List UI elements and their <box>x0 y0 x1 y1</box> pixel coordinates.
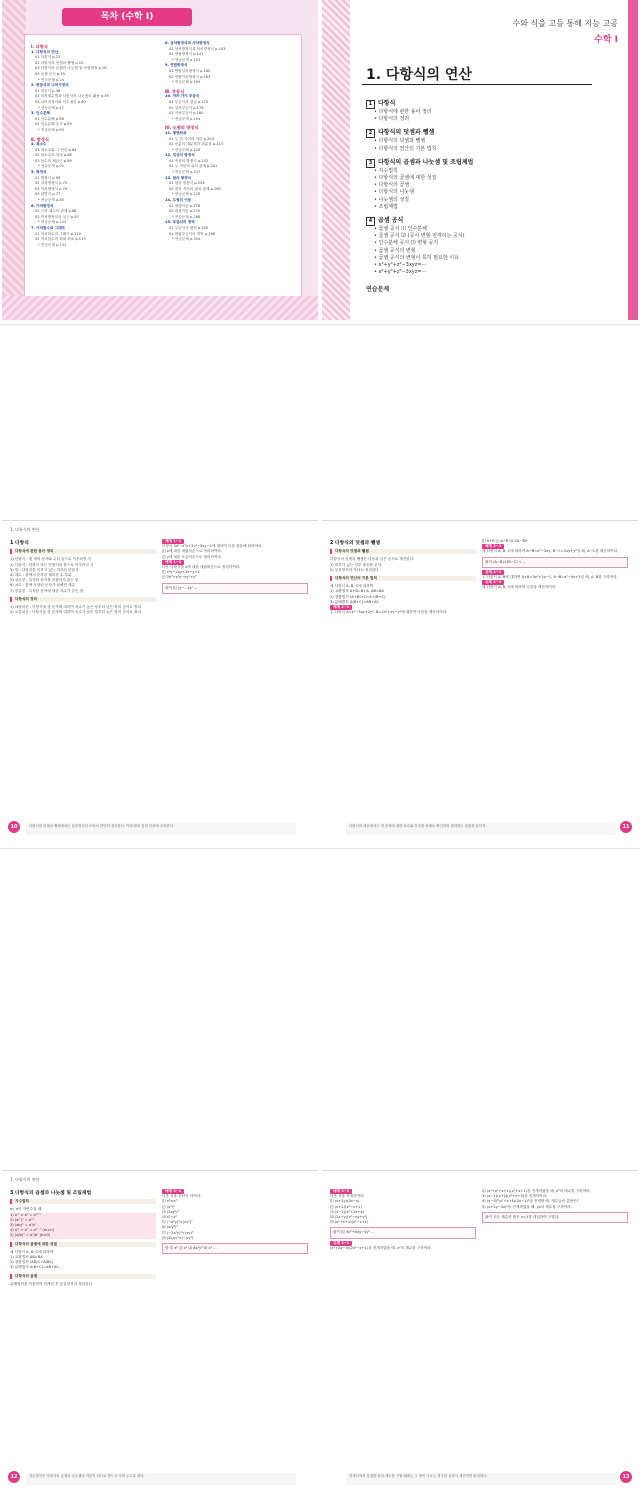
page-12-column-left <box>10 1189 156 1465</box>
solution-box: 답 ⑴ x⁵ ⑵ x⁶ ⑶ 8x³y⁶ ⑷ x³ ... <box>162 1243 308 1254</box>
toc-column-1 <box>31 41 163 248</box>
toc-entry-item: 02 이차방정식의 실근 p.97 <box>35 214 79 219</box>
toc-entry-sub: * 연습문제 p.276 <box>172 192 201 197</box>
body-text: 2) 결합법칙 (AB)C=A(BC) <box>10 1260 54 1265</box>
section-bullet: • 다항식의 연산의 기본 법칙 <box>374 145 437 152</box>
toc-entry-chap: 13. 원의 방정식 <box>165 175 192 180</box>
toc-entry-item: 01 삼차방정식과 사차방정식 p.143 <box>169 46 226 51</box>
toc-column-2 <box>165 41 297 243</box>
body-text: ⑻ (2x/y)²×(−xy³) <box>162 1235 194 1240</box>
solution-box: 풀이 ⑴ 3x²+5xy−2y² ... <box>330 1227 476 1238</box>
section-heading <box>366 100 606 109</box>
opener-top-text: 수와 식을 고등 통해 지능 고공 <box>512 19 618 28</box>
topic-bar: 다항식의 덧셈과 뺄셈 <box>330 549 476 554</box>
toc-entry-part: Ⅱ. 방정식 <box>31 136 49 142</box>
body-text: ⑸ (x²+x+1)(x²−x+1) <box>330 1220 369 1225</box>
page-13-column-right <box>482 1189 628 1465</box>
section-heading: 2 다항식의 덧셈과 뺄셈 <box>330 541 381 546</box>
section-title: 다항식의 덧셈과 뺄셈 <box>378 129 435 137</box>
page-12-column-right <box>162 1189 308 1465</box>
toc-entry-item: 02 복소수의 성질 p.88 <box>35 153 72 158</box>
page-number-13: 13 <box>620 1471 632 1483</box>
section-bullet: • 다항식의 덧셈과 뺄셈 <box>374 138 426 145</box>
toc-entry-item: 02 대칭이동 p.279 <box>169 209 201 214</box>
body-text: 7) 동류항 : 특정한 문자에 대한 차수가 같은 항 <box>10 588 84 593</box>
section-heading <box>366 217 606 226</box>
body-text: 3) 분배법칙 A(B+C)=AB+AC <box>330 599 379 604</box>
opener-subject: 수학 Ⅰ <box>594 35 618 45</box>
toc-entry-chap: 12. 직선의 방정식 <box>165 153 195 158</box>
toc-entry-item: 01 직선의 방정식 p.232 <box>169 158 209 163</box>
topic-bar: 다항식의 연산의 기본 법칙 <box>330 576 476 581</box>
page-13-column-left <box>330 1189 476 1465</box>
section-title: 곱셈 공식 <box>378 217 404 225</box>
section-heading: 3 다항식의 곱셈과 나눗셈 및 조립제법 <box>10 1191 92 1196</box>
section-bullet: • 다항식의 나눗셈 <box>374 189 414 196</box>
example-tag: 예제 2−2 <box>482 544 504 549</box>
section-number: 2 <box>366 129 375 138</box>
toc-entry-chap: 4. 복소수 <box>31 142 47 147</box>
toc-entry-item: 04 판별식 p.77 <box>35 192 61 197</box>
page-13-footnote: 전개식에서 특정한 항의 계수를 구할 때에는 그 항이 나오는 경우만 골라서 계산하면 편리하다. <box>346 1473 616 1485</box>
body-text: ⑷ x⁵÷x² <box>162 1215 177 1220</box>
toc-entry-part: Ⅳ. 도형의 방정식 <box>165 125 199 131</box>
section-title: 다항식 <box>378 100 396 107</box>
topic-bar: 다항식의 곱셈 <box>10 1274 156 1279</box>
section-bullet: • 지수법칙 <box>374 167 398 174</box>
example-tag: 예제 1−2 <box>162 560 184 565</box>
example-tag: 유제 3−1 <box>330 1241 352 1246</box>
toc-entry-sub: * 연습문제 p.194 <box>172 116 201 121</box>
toc-entry-item: 02 일차방정식 p.70 <box>35 181 68 186</box>
section-bullet: • x³+y³+z³−3xyz=⋯ <box>374 262 427 269</box>
body-text: 1) 교환법칙 AB=BA <box>10 1255 43 1260</box>
body-text: 1) 내림차순 : 다항식을 한 문자에 대하여 차수가 높은 항부터 낮은 항의 순서로 정리 <box>10 605 141 610</box>
section-bullet: • 인수분해 공식 ⑶ 변형 공식 <box>374 240 439 247</box>
page-13 <box>322 1170 638 1491</box>
toc-entry-sub: * 연습문제 p.47 <box>38 105 64 110</box>
formula-highlight: 3) (ab)ⁿ = aⁿbⁿ <box>10 1223 156 1228</box>
body-text: 다음 다항식을 x에 대한 내림차순으로 정리하여라. <box>162 565 241 570</box>
spread-pages-12-13 <box>0 1170 640 1490</box>
topic-bar: 다항식의 곱셈에 대한 성질 <box>10 1242 156 1247</box>
page-11-column-right <box>482 539 628 815</box>
chapter-opener-page <box>322 0 638 320</box>
body-text: 다음 식을 간단히 하여라. <box>162 1194 202 1199</box>
toc-entry-item: 02 인수분해 공식 p.59 <box>35 122 72 127</box>
body-text: 1) 괄호가 있는 경우 괄호를 푼다. <box>330 562 383 567</box>
chapter-title-rule <box>362 84 592 85</box>
body-text: 세 다항식 A, B, C에 대하여 <box>330 584 374 589</box>
section-bullet: • 곱셈 공식 ⑵ (공식 변형 전개하는 공식) <box>374 233 465 240</box>
section-number: 4 <box>366 217 375 226</box>
toc-entry-sub: * 연습문제 p.226 <box>172 147 201 152</box>
section-bullet: • x³+y³+z³−3xyz=⋯ <box>374 269 427 276</box>
body-text: ⑵ (x+1)(x²−x+1) <box>330 1204 362 1209</box>
running-head: 1. 다항식의 연산 <box>10 1177 40 1182</box>
toc-entry-item: 01 평행이동 p.278 <box>169 203 201 208</box>
formula-highlight: 1) aᵐ × aⁿ = aᵐ⁺ⁿ <box>10 1213 156 1218</box>
toc-entry-item: 03 다항식의 곱셈과 나눗셈 및 조립제법 p.18 <box>35 66 107 71</box>
toc-entry-sub: * 연습문제 p.153 <box>172 57 201 62</box>
body-text: 3) (x−1)(x+2)(x²+x+3)을 전개하여라. <box>482 1194 548 1199</box>
body-text: ⑵ 2x³+x²y−xy²+y³ <box>162 575 197 580</box>
example-tag: 유제 2−1 <box>482 570 504 575</box>
section-heading: 1 다항식 <box>10 541 29 546</box>
body-text: 2) 오름차순 : 다항식을 한 문자에 대하여 차수가 낮은 항부터 높은 항의 순서로 정리 <box>10 610 141 615</box>
body-text: 2) 동류항끼리 모아서 정리한다. <box>330 567 380 572</box>
body-text: ⑴ x²×x³ <box>162 1199 177 1204</box>
toc-entry-sub: * 연습문제 p.288 <box>172 214 201 219</box>
section-bullet: • 다항식의 곱셈 <box>374 182 410 189</box>
toc-entry-sub: * 연습문제 p.80 <box>38 198 64 203</box>
toc-page <box>2 0 318 320</box>
toc-entry-chap: 9. 연립방정식 <box>165 63 188 68</box>
formula-highlight: 5) (a/b)ⁿ = aⁿ/bⁿ (b≠0) <box>10 1233 156 1238</box>
toc-entry-item: 02 이차함수의 최대 최소 p.119 <box>35 237 86 242</box>
toc-entry-item: 03 이차부등식 p.180 <box>169 111 204 116</box>
body-text: 3) 항 : 다항식을 이루고 있는 각각의 단항식 <box>10 567 79 572</box>
toc-entry-chap: 14. 도형의 이동 <box>165 198 192 203</box>
example-tag: 예제 1−1 <box>162 539 184 544</box>
toc-entry-item: 01 방정식 p.99 <box>35 175 61 180</box>
toc-entry-item: 01 복소수와 그 연산 p.84 <box>35 147 77 152</box>
body-text: ⑷ (2x−y)(x²−xy+y²) <box>330 1215 368 1220</box>
page-11 <box>322 520 638 841</box>
spread-divider <box>0 324 640 325</box>
body-text: 다항식 3x²−x²y+2y³−5xy−2에 대하여 다음 물음에 답하여라. <box>162 544 263 549</box>
toc-entry-chap: 3. 인수분해 <box>31 111 51 116</box>
toc-entry-sub: * 연습문제 p.105 <box>38 220 67 225</box>
toc-entry-item: 02 다항식의 덧셈과 뺄셈 p.15 <box>35 60 84 65</box>
body-text: 다음 식을 전개하여라. <box>330 1194 365 1199</box>
body-text: 다항식의 덧셈과 뺄셈은 다음과 같은 순서로 계산한다. <box>330 557 415 562</box>
running-head: 1. 다항식의 연산 <box>10 527 40 532</box>
section-bullet: • 다항식에 관한 용어 정리 <box>374 109 432 115</box>
toc-entry-item: 02 연립이차방정식 p.163 <box>169 74 211 79</box>
spread-pages-10-11 <box>0 520 640 840</box>
section-number: 3 <box>366 159 375 168</box>
toc-entry-item: 02 원과 직선의 위치 관계 p.265 <box>169 186 221 191</box>
toc-entry-item: 02 일차부등식 p.176 <box>169 105 204 110</box>
body-text: 세 다항식 A, B, C에 대하여 <box>10 1249 54 1254</box>
spread-toc-opener <box>0 0 640 320</box>
chapter-section-list <box>366 94 606 294</box>
page-number-11: 11 <box>620 821 632 833</box>
body-text: 2) 다항식 : 단항식 또는 단항식의 합으로 이루어진 식 <box>10 562 94 567</box>
body-text: ⑴ x²y−2xy+3x−y+1 <box>162 570 200 575</box>
example-tag: 예제 3−2 <box>330 1189 352 1194</box>
toc-entry-item: 02 두 직선의 위치 관계 p.241 <box>169 164 218 169</box>
toc-entry-chap: 15. 부등식의 영역 <box>165 220 195 225</box>
topic-bar: 다항식에 관한 용어 정리 <box>10 549 156 554</box>
body-text: ⑸ (−x²y)³×(xy²)² <box>162 1220 193 1225</box>
toc-entry-sub: * 연습문제 p.247 <box>172 170 201 175</box>
body-text: m, n이 자연수일 때 <box>10 1207 42 1212</box>
toc-pattern-bottom <box>2 296 318 320</box>
toc-entry-chap: 10. 여러 가지 부등식 <box>165 94 200 99</box>
toc-entry-sub: * 연습문제 p.304 <box>172 237 201 242</box>
body-text: ⑹ (x/y²)³ <box>162 1225 178 1230</box>
section-bullet: • 조립제법 <box>374 203 398 210</box>
page-10-column-right <box>162 539 308 815</box>
body-text: ⑶ (2xy²)³ <box>162 1209 179 1214</box>
body-text: 두 다항식 A=x²−3xy+2y², B=2x²+xy−y²에 대하여 다음을 계산하여라. <box>330 610 448 615</box>
page-10 <box>2 520 318 841</box>
page-10-footnote: 다항식의 덧셈과 뺄셈에서는 동류항끼리 모아서 간단히 정리한다. 이때 괄호 앞의 부호에 주의한다. <box>26 823 296 835</box>
toc-entry-sub: * 연습문제 p.63 <box>38 127 64 132</box>
section-bullet: • 다항식의 정리 <box>374 116 410 123</box>
body-text: ⑶ (x−2)(x²+2x+4) <box>330 1209 365 1214</box>
toc-entry-item: 01 이차함수의 그래프 p.110 <box>35 231 82 236</box>
body-text: ⑵ y에 대한 오름차순으로 정리하여라. <box>162 554 223 559</box>
formula-highlight: 4) aᵐ ÷ aⁿ = aᵐ⁻ⁿ (m>n) <box>10 1228 156 1233</box>
section-heading <box>366 159 606 168</box>
opener-pattern <box>322 0 350 320</box>
solution-box: 풀이 (A−B)+(B−C) = ... <box>482 557 628 568</box>
page-10-column-left <box>10 539 156 815</box>
page-12-footnote: 지수법칙은 다항식의 곱셈과 나눗셈의 기본이 되므로 반드시 익혀 두도록 한다. <box>26 1473 296 1485</box>
toc-entry-item: 01 두 점 사이의 거리 p.204 <box>169 136 214 141</box>
example-tag: 예제 3−1 <box>162 1189 184 1194</box>
toc-entry-item: 01 부등식의 성질 p.173 <box>169 99 209 104</box>
topic-bar: 지수법칙 <box>10 1199 156 1204</box>
toc-box <box>24 34 302 298</box>
toc-entry-item: 02 미정계수법과 다항식의 나눗셈의 활용 p.39 <box>35 94 109 99</box>
body-text: 4) 계수 : 항에서 문자를 제외한 수 부분 <box>10 573 72 578</box>
toc-entry-item: 01 연립일차방정식 p.160 <box>169 68 211 73</box>
chapter-title: 1. 다항식의 연산 <box>366 67 472 83</box>
toc-entry-item: 03 이차방정식 p.74 <box>35 186 68 191</box>
toc-entry-item: 01 근과 계수의 관계 p.88 <box>35 209 77 214</box>
toc-entry-item: 01 다항식 p.13 <box>35 55 61 60</box>
body-text: 6) 차수 : 항에 포함된 문자가 곱해진 개수 <box>10 583 75 588</box>
formula-highlight: 2) (aᵐ)ⁿ = aᵐⁿ <box>10 1218 156 1223</box>
body-text: 4) (x−3)³(x²+x+1)(2x−1)²을 전개할 때, 계수들의 총합은? <box>482 1199 579 1204</box>
section-number: 1 <box>366 100 375 109</box>
section-bullet: • 곱셈 공식의 변형이 특히 필요한 이유 <box>374 254 459 261</box>
toc-entry-item: 02 선분의 내분점과 외분점 p.215 <box>169 142 224 147</box>
page-number-10: 10 <box>8 821 20 833</box>
toc-header: 목차 (수학 Ⅰ) <box>62 8 192 26</box>
exercises-label: 연습문제 <box>366 286 390 294</box>
solution-box: 풀이 ⑴ (y−...)x² ... <box>162 583 308 594</box>
body-text: 두 다항식 A, B에 대하여 A+B=3x²+2x−1, A−B=x²−4x+3일 때, A, B를 구하여라. <box>482 575 618 580</box>
toc-entry-item: 02 연립방정식 p.147 <box>169 52 204 57</box>
body-text: 분배법칙을 이용하여 전개한 후 동류항끼리 정리한다. <box>10 1281 94 1286</box>
body-text: ⑴ A+B ⑵ A−B ⑶ 2A−3B <box>482 539 527 543</box>
toc-entry-chap: 5. 방정식 <box>31 170 47 175</box>
page-11-footnote: 다항식의 계산에서는 각 문자에 대한 차수와 부호를 차례로 확인하며 정리하는 습관을 들이자. <box>346 823 616 835</box>
body-text: ⑴ x에 대한 내림차순으로 정리하여라. <box>162 549 223 554</box>
toc-entry-item: 01 부등식의 영역 p.292 <box>169 226 209 230</box>
section-bullet: • 곱셈 공식 ⑴ 인수분해 <box>374 226 427 233</box>
body-text: 2) 결합법칙 (A+B)+C=A+(B+C) <box>330 594 386 599</box>
page-number-12: 12 <box>8 1471 20 1483</box>
body-text: (x²+2x−3)(2x²−x+1)을 전개하였을 때, x²의 계수를 구하여라. <box>330 1245 432 1250</box>
toc-entry-chap: 8. 삼차방정식과 사차방정식 <box>165 41 210 45</box>
toc-entry-item: 03 나머지정리와 인수정리 p.40 <box>35 99 86 104</box>
toc-entry-sub: * 연습문제 p.92 <box>38 164 64 169</box>
toc-entry-sub: * 연습문제 p.131 <box>38 242 67 247</box>
toc-entry-item: 01 원의 방정식 p.254 <box>169 181 205 186</box>
topic-bar: 다항식의 정리 <box>10 597 156 602</box>
body-text: ⑵ (x³)² <box>162 1204 175 1209</box>
body-text: ⑺ (−2x²y)²÷(xy)³ <box>162 1230 194 1235</box>
toc-entry-chap: 2. 항등식과 나머지정리 <box>31 83 69 88</box>
body-text: 1) 교환법칙 A+B=B+A, AB=BA <box>330 589 384 594</box>
body-text: 3) 분배법칙 A(B+C)=AB+AC <box>10 1265 59 1270</box>
example-tag: 예제 2−1 <box>330 605 352 610</box>
section-title: 다항식의 곱셈과 나눗셈 및 조립제법 <box>378 158 474 166</box>
toc-entry-chap: 6. 이차방정식 <box>31 203 54 208</box>
page-11-column-left <box>330 539 476 815</box>
body-text: 5) 상수항 : 특정한 문자를 포함하지 않는 항 <box>10 578 79 583</box>
section-bullet: • 나눗셈의 성질 <box>374 196 410 203</box>
spread-divider <box>0 848 640 849</box>
body-text: 2) (x³+x²+x+1)(x²+x+1)을 전개하였을 때, x³의 계수를 구하여라. <box>482 1189 591 1193</box>
toc-entry-sub: * 연습문제 p.169 <box>172 80 201 85</box>
toc-pattern-left <box>2 0 26 320</box>
toc-entry-item: 04 곱셈 공식 p.19 <box>35 71 65 76</box>
page-12 <box>2 1170 318 1491</box>
toc-entry-item: 01 인수분해 p.58 <box>35 116 64 121</box>
section-bullet: • 다항식의 곱셈에 대한 성질 <box>374 175 437 182</box>
example-tag: 유제 2−2 <box>482 580 504 585</box>
opener-edge-bar <box>628 0 638 320</box>
body-text: ⑴ (x+2y)(3x−y) <box>330 1199 360 1204</box>
toc-entry-item: 02 연립부등식의 영역 p.296 <box>169 231 216 236</box>
body-text: 세 다항식 A, B, C에 대하여 A−B=x²−3xy, B−C=2xy+y²일 때, A−C를 계산하여라. <box>482 549 619 554</box>
body-text: 1) 단항식 : 몇 개의 문자와 수의 곱으로 이루어진 식 <box>10 557 92 562</box>
toc-entry-part: Ⅲ. 부등식 <box>165 88 185 94</box>
toc-entry-chap: 7. 이차함수와 그래프 <box>31 226 66 230</box>
solution-box: 풀이 모든 계수의 합은 x=1을 대입하여 구한다. <box>482 1212 628 1223</box>
toc-entry-chap: 11. 평면좌표 <box>165 130 187 135</box>
body-text: 5) (x+2y−3z)²을 전개하였을 때, yz의 계수를 구하여라. <box>482 1204 572 1209</box>
toc-entry-sub: * 연습문제 p.24 <box>38 77 64 82</box>
toc-entry-chap: 1. 다항식의 연산 <box>31 49 59 54</box>
toc-entry-item: 01 항등식 p.38 <box>35 88 61 93</box>
toc-entry-item: 03 음수의 제곱근 p.89 <box>35 158 72 163</box>
body-text: 세 다항식 A, B, C에 대하여 다음을 계산하여라. <box>482 585 557 590</box>
toc-entry-part: Ⅰ. 다항식 <box>31 44 48 49</box>
section-bullet: • 곱셈 공식의 변형 <box>374 247 416 254</box>
